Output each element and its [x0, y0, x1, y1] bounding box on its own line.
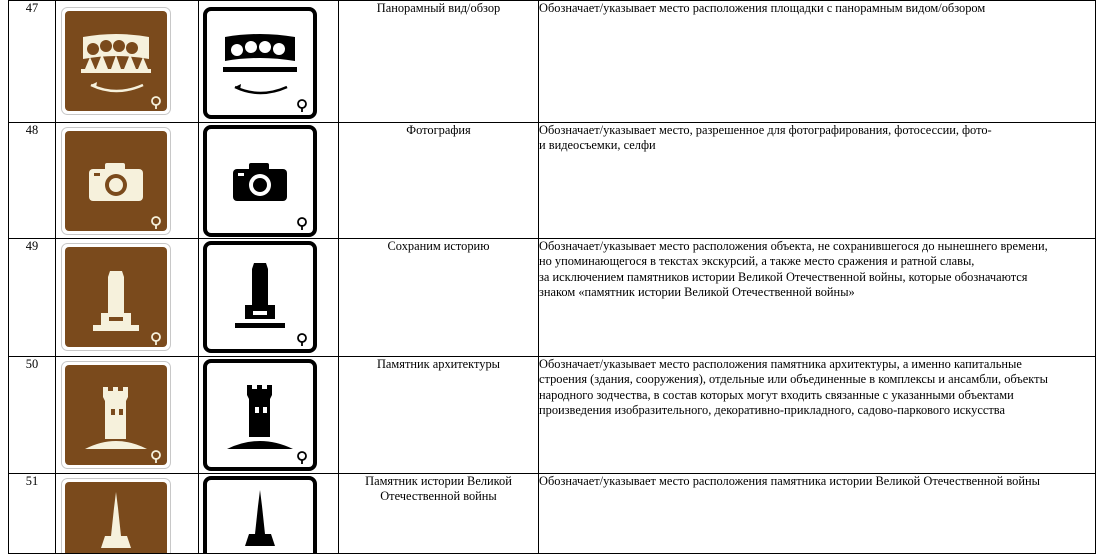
white-sign-cell — [199, 474, 339, 554]
sign-name-line: Фотография — [406, 123, 471, 137]
description-line: и видеосъемки, селфи — [539, 138, 656, 153]
table-row — [9, 239, 1096, 357]
road-signs-table — [8, 0, 1096, 554]
row-number: 51 — [9, 474, 56, 554]
sign-name-line: Сохраним историю — [387, 239, 490, 253]
white-sign-cell — [199, 123, 339, 239]
row-number: 50 — [9, 357, 56, 474]
table-row — [9, 1, 1096, 123]
camera-icon — [61, 127, 171, 235]
table-row — [9, 357, 1096, 474]
row-number: 49 — [9, 239, 56, 357]
sign-description — [539, 357, 1096, 474]
sign-name-line: Панорамный вид/обзор — [376, 1, 501, 15]
description-line: народного зодчества, в состав которых могут входить связанные с указанными объектами — [539, 387, 1014, 402]
sign-description — [539, 123, 1096, 239]
description-line: знаком «памятник истории Великой Отечественной войны» — [539, 285, 855, 300]
white-sign-cell — [199, 1, 339, 123]
sign-description — [539, 1, 1096, 123]
description-line: Обозначает/указывает место расположения памятника архитектуры, а именно капитальные — [539, 357, 1022, 371]
panorama-icon — [61, 7, 171, 115]
sign-name — [339, 1, 539, 123]
white-sign-cell — [199, 357, 339, 474]
brown-sign-cell — [56, 239, 199, 357]
sign-name — [339, 474, 539, 554]
camera-icon — [203, 125, 317, 237]
tower-icon — [61, 361, 171, 469]
sign-name — [339, 123, 539, 239]
description-line: Обозначает/указывает место расположения объекта, не сохранившегося до нынешнего времени, — [539, 239, 1048, 253]
white-sign-cell — [199, 239, 339, 357]
table-row — [9, 474, 1096, 554]
description-line: Обозначает/указывает место расположения площадки с панорамным видом/обзором — [539, 1, 986, 15]
table-row — [9, 123, 1096, 239]
brown-sign-cell — [56, 474, 199, 554]
war-memorial-icon — [203, 476, 317, 554]
sign-name-line: Отечественной войны — [380, 489, 497, 504]
war-memorial-icon — [61, 478, 171, 554]
panorama-icon — [203, 7, 317, 119]
sign-description — [539, 239, 1096, 357]
sign-name — [339, 357, 539, 474]
description-line: за исключением памятников истории Великой Отечественной войны, которые обозначаются — [539, 269, 1028, 284]
description-line: Обозначает/указывает место расположения памятника истории Великой Отечественной войны — [539, 474, 1040, 488]
brown-sign-cell — [56, 123, 199, 239]
row-number: 47 — [9, 1, 56, 123]
description-line: Обозначает/указывает место, разрешенное для фотографирования, фотосессии, фото- — [539, 123, 992, 137]
description-line: произведения изобразительного, декоративно-прикладного, садово-паркового искусства — [539, 403, 1005, 418]
sign-name — [339, 239, 539, 357]
sign-name-line: Памятник истории Великой — [365, 474, 512, 488]
sign-description — [539, 474, 1096, 554]
description-line: но упоминающегося в текстах экскурсий, а также место сражения и ратной славы, — [539, 254, 975, 269]
monument-icon — [61, 243, 171, 351]
brown-sign-cell — [56, 357, 199, 474]
tower-icon — [203, 359, 317, 471]
brown-sign-cell — [56, 1, 199, 123]
row-number: 48 — [9, 123, 56, 239]
sign-name-line: Памятник архитектуры — [376, 357, 501, 371]
monument-icon — [203, 241, 317, 353]
description-line: строения (здания, сооружения), отдельные или объединенные в комплексы и ансамбли, объекты — [539, 372, 1048, 387]
